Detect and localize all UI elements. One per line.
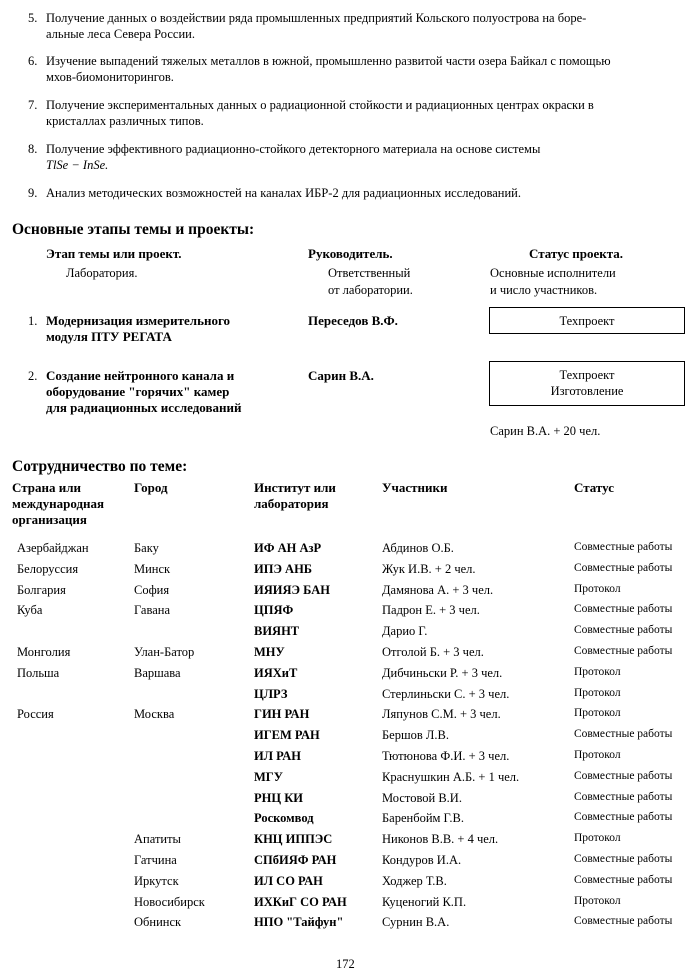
- header-country-line: организация: [12, 512, 87, 527]
- cell-status: Совместные работы: [574, 645, 673, 657]
- project-number: 1.: [28, 314, 38, 328]
- cell-participants: Падрон Е. + 3 чел.: [382, 603, 480, 617]
- cell-country: Куба: [17, 603, 43, 617]
- stage-col-title: Этап темы или проект.: [46, 246, 182, 261]
- cell-city: Апатиты: [134, 832, 181, 846]
- cell-participants: Стерлиньски С. + 3 чел.: [382, 687, 510, 701]
- task-line: Получение данных о воздействии ряда промышленных предприятий Кольского полуострова на боре-: [46, 11, 587, 25]
- cell-participants: Сурнин В.А.: [382, 915, 450, 929]
- status-col-sub: Основные исполнители: [490, 266, 616, 280]
- project-title: оборудование "горячих" камер: [46, 384, 230, 399]
- stage-col-sub: Лаборатория.: [66, 266, 138, 280]
- cell-participants: Дамянова А. + 3 чел.: [382, 583, 494, 597]
- cell-status: Протокол: [574, 687, 621, 699]
- cell-participants: Никонов В.В. + 4 чел.: [382, 832, 499, 846]
- cell-participants: Баренбойм Г.В.: [382, 811, 464, 825]
- cell-city: Минск: [134, 562, 171, 576]
- leader-col-sub: от лаборатории.: [328, 283, 413, 297]
- cell-status: Протокол: [574, 832, 621, 844]
- project-status-box: [489, 361, 685, 406]
- leader-col-title: Руководитель.: [308, 246, 393, 261]
- table-row: [0, 749, 696, 770]
- cell-status: Совместные работы: [574, 541, 673, 553]
- cell-institute: ИЛ СО РАН: [254, 874, 323, 888]
- task-formula: TlSe − InSe.: [46, 158, 109, 172]
- cell-institute: КНЦ ИППЭС: [254, 832, 333, 846]
- cell-city: Иркутск: [134, 874, 179, 888]
- cell-participants: Кондуров И.А.: [382, 853, 462, 867]
- task-line: альные леса Севера России.: [46, 27, 195, 41]
- header-institute-line: Институт или: [254, 480, 336, 495]
- cell-status: Совместные работы: [574, 728, 673, 740]
- cell-institute: ИЯХиТ: [254, 666, 298, 680]
- cell-city: Улан-Батор: [134, 645, 195, 659]
- cell-institute: Роскомвод: [254, 811, 314, 825]
- cell-country: Монголия: [17, 645, 71, 659]
- table-row: [0, 541, 696, 562]
- cell-status: Совместные работы: [574, 770, 673, 782]
- table-row: [0, 728, 696, 749]
- cell-city: София: [134, 583, 170, 597]
- header-city: Город: [134, 480, 168, 495]
- header-country: [12, 480, 104, 528]
- cell-status: Совместные работы: [574, 915, 673, 927]
- cell-participants: Краснушкин А.Б. + 1 чел.: [382, 770, 520, 784]
- header-status: Статус: [574, 480, 615, 495]
- task-number: 8.: [28, 142, 38, 156]
- header-country-line: международная: [12, 496, 105, 511]
- cell-institute: МНУ: [254, 645, 285, 659]
- table-row: [0, 666, 696, 687]
- cell-city: Обнинск: [134, 915, 182, 929]
- task-line: Получение эффективного радиационно-стойкого детекторного материала на основе системы: [46, 142, 541, 156]
- cell-institute: ИХКиГ СО РАН: [254, 895, 347, 909]
- cell-city: Варшава: [134, 666, 181, 680]
- task-number: 6.: [28, 54, 38, 68]
- cell-institute: РНЦ КИ: [254, 791, 303, 805]
- project-title: Модернизация измерительного: [46, 313, 231, 328]
- coop-heading: Сотрудничество по теме:: [12, 458, 188, 475]
- cell-status: Совместные работы: [574, 562, 673, 574]
- cell-institute: ЦПЯФ: [254, 603, 294, 617]
- cell-institute: НПО "Тайфун": [254, 915, 344, 929]
- cell-institute: ИГЕМ РАН: [254, 728, 320, 742]
- cell-participants: Тютюнова Ф.И. + 3 чел.: [382, 749, 510, 763]
- table-row: [0, 583, 696, 604]
- task-number: 7.: [28, 98, 38, 112]
- table-row: [0, 915, 696, 936]
- cell-institute: ИЛ РАН: [254, 749, 301, 763]
- cell-status: Совместные работы: [574, 791, 673, 803]
- cell-status: Протокол: [574, 895, 621, 907]
- cell-participants: Ляпунов С.М. + 3 чел.: [382, 707, 501, 721]
- header-institute-line: лаборатория: [254, 496, 329, 511]
- cell-status: Совместные работы: [574, 624, 673, 636]
- task-6: [28, 53, 611, 84]
- cell-status: Протокол: [574, 707, 621, 719]
- table-row: [0, 603, 696, 624]
- task-line: Изучение выпадений тяжелых металлов в южной, промышленно развитой части озера Байкал с помощью: [46, 54, 611, 68]
- cell-status: Протокол: [574, 583, 621, 595]
- status-col-sub: и число участников.: [490, 283, 598, 297]
- status-col-title: Статус проекта.: [529, 246, 624, 261]
- cell-city: Москва: [134, 707, 175, 721]
- cell-institute: ИФ АН АзР: [254, 541, 322, 555]
- project-status-box: [489, 307, 685, 334]
- task-number: 9.: [28, 186, 38, 200]
- cell-institute: СПбИЯФ РАН: [254, 853, 337, 867]
- cell-status: Совместные работы: [574, 874, 673, 886]
- cell-country: Азербайджан: [17, 541, 89, 555]
- project-participants: Сарин В.А. + 20 чел.: [490, 424, 601, 438]
- cell-participants: Ходжер Т.В.: [382, 874, 447, 888]
- table-row: [0, 811, 696, 832]
- cell-institute: ГИН РАН: [254, 707, 310, 721]
- header-participants: Участники: [382, 480, 448, 495]
- cell-participants: Отголой Б. + 3 чел.: [382, 645, 484, 659]
- cell-participants: Дарио Г.: [382, 624, 428, 638]
- cell-participants: Жук И.В. + 2 чел.: [382, 562, 476, 576]
- table-row: [0, 770, 696, 791]
- cell-status: Совместные работы: [574, 811, 673, 823]
- cell-participants: Мостовой В.И.: [382, 791, 462, 805]
- project-status: Техпроект: [559, 314, 615, 328]
- page-number: 172: [336, 957, 355, 971]
- cell-city: Гавана: [134, 603, 170, 617]
- cell-status: Протокол: [574, 749, 621, 761]
- cell-country: Болгария: [17, 583, 66, 597]
- task-line: кристаллах различных типов.: [46, 114, 204, 128]
- task-8: [28, 141, 541, 172]
- project-number: 2.: [28, 369, 38, 383]
- project-status: Изготовление: [550, 384, 624, 398]
- cell-country: Белоруссия: [17, 562, 79, 576]
- cell-participants: Куценогий К.П.: [382, 895, 467, 909]
- cell-participants: Бершов Л.В.: [382, 728, 449, 742]
- project-leader: Переседов В.Ф.: [308, 313, 398, 328]
- task-9: [28, 185, 521, 201]
- project-title: для радиационных исследований: [46, 400, 242, 415]
- task-7: [28, 97, 594, 128]
- table-row: [0, 874, 696, 895]
- table-row: [0, 832, 696, 853]
- header-institute: [254, 480, 336, 512]
- stages-heading: Основные этапы темы и проекты:: [12, 221, 255, 238]
- cell-institute: ВИЯНТ: [254, 624, 300, 638]
- table-row: [0, 562, 696, 583]
- cell-country: Россия: [17, 707, 54, 721]
- table-row: [0, 791, 696, 812]
- cell-city: Гатчина: [134, 853, 177, 867]
- cell-institute: МГУ: [254, 770, 283, 784]
- table-row: [0, 853, 696, 874]
- cell-city: Новосибирск: [134, 895, 205, 909]
- cell-participants: Дибчиньски Р. + 3 чел.: [382, 666, 503, 680]
- project-title: Создание нейтронного канала и: [46, 368, 235, 383]
- task-line: Получение экспериментальных данных о радиационной стойкости и радиационных центрах окраски в: [46, 98, 594, 112]
- table-row: [0, 624, 696, 645]
- cell-country: Польша: [17, 666, 60, 680]
- cell-institute: ЦЛРЗ: [254, 687, 288, 701]
- leader-col-sub: Ответственный: [328, 266, 411, 280]
- cell-participants: Абдинов О.Б.: [382, 541, 454, 555]
- table-row: [0, 645, 696, 666]
- cell-institute: ИПЭ АНБ: [254, 562, 313, 576]
- cell-status: Совместные работы: [574, 853, 673, 865]
- table-row: [0, 687, 696, 708]
- task-line: мхов-биомониторингов.: [46, 70, 174, 84]
- cell-city: Баку: [134, 541, 159, 555]
- cell-status: Совместные работы: [574, 603, 673, 615]
- cell-status: Протокол: [574, 666, 621, 678]
- task-5: [28, 10, 587, 41]
- table-row: [0, 895, 696, 916]
- project-status: Техпроект: [559, 368, 615, 382]
- table-row: [0, 707, 696, 728]
- project-title: модуля ПТУ РЕГАТА: [46, 329, 172, 344]
- task-line: Анализ методических возможностей на каналах ИБР-2 для радиационных исследований.: [46, 186, 521, 200]
- header-country-line: Страна или: [12, 480, 82, 495]
- project-leader: Сарин В.А.: [308, 368, 374, 383]
- cell-institute: ИЯИЯЭ БАН: [254, 583, 330, 597]
- task-number: 5.: [28, 11, 38, 25]
